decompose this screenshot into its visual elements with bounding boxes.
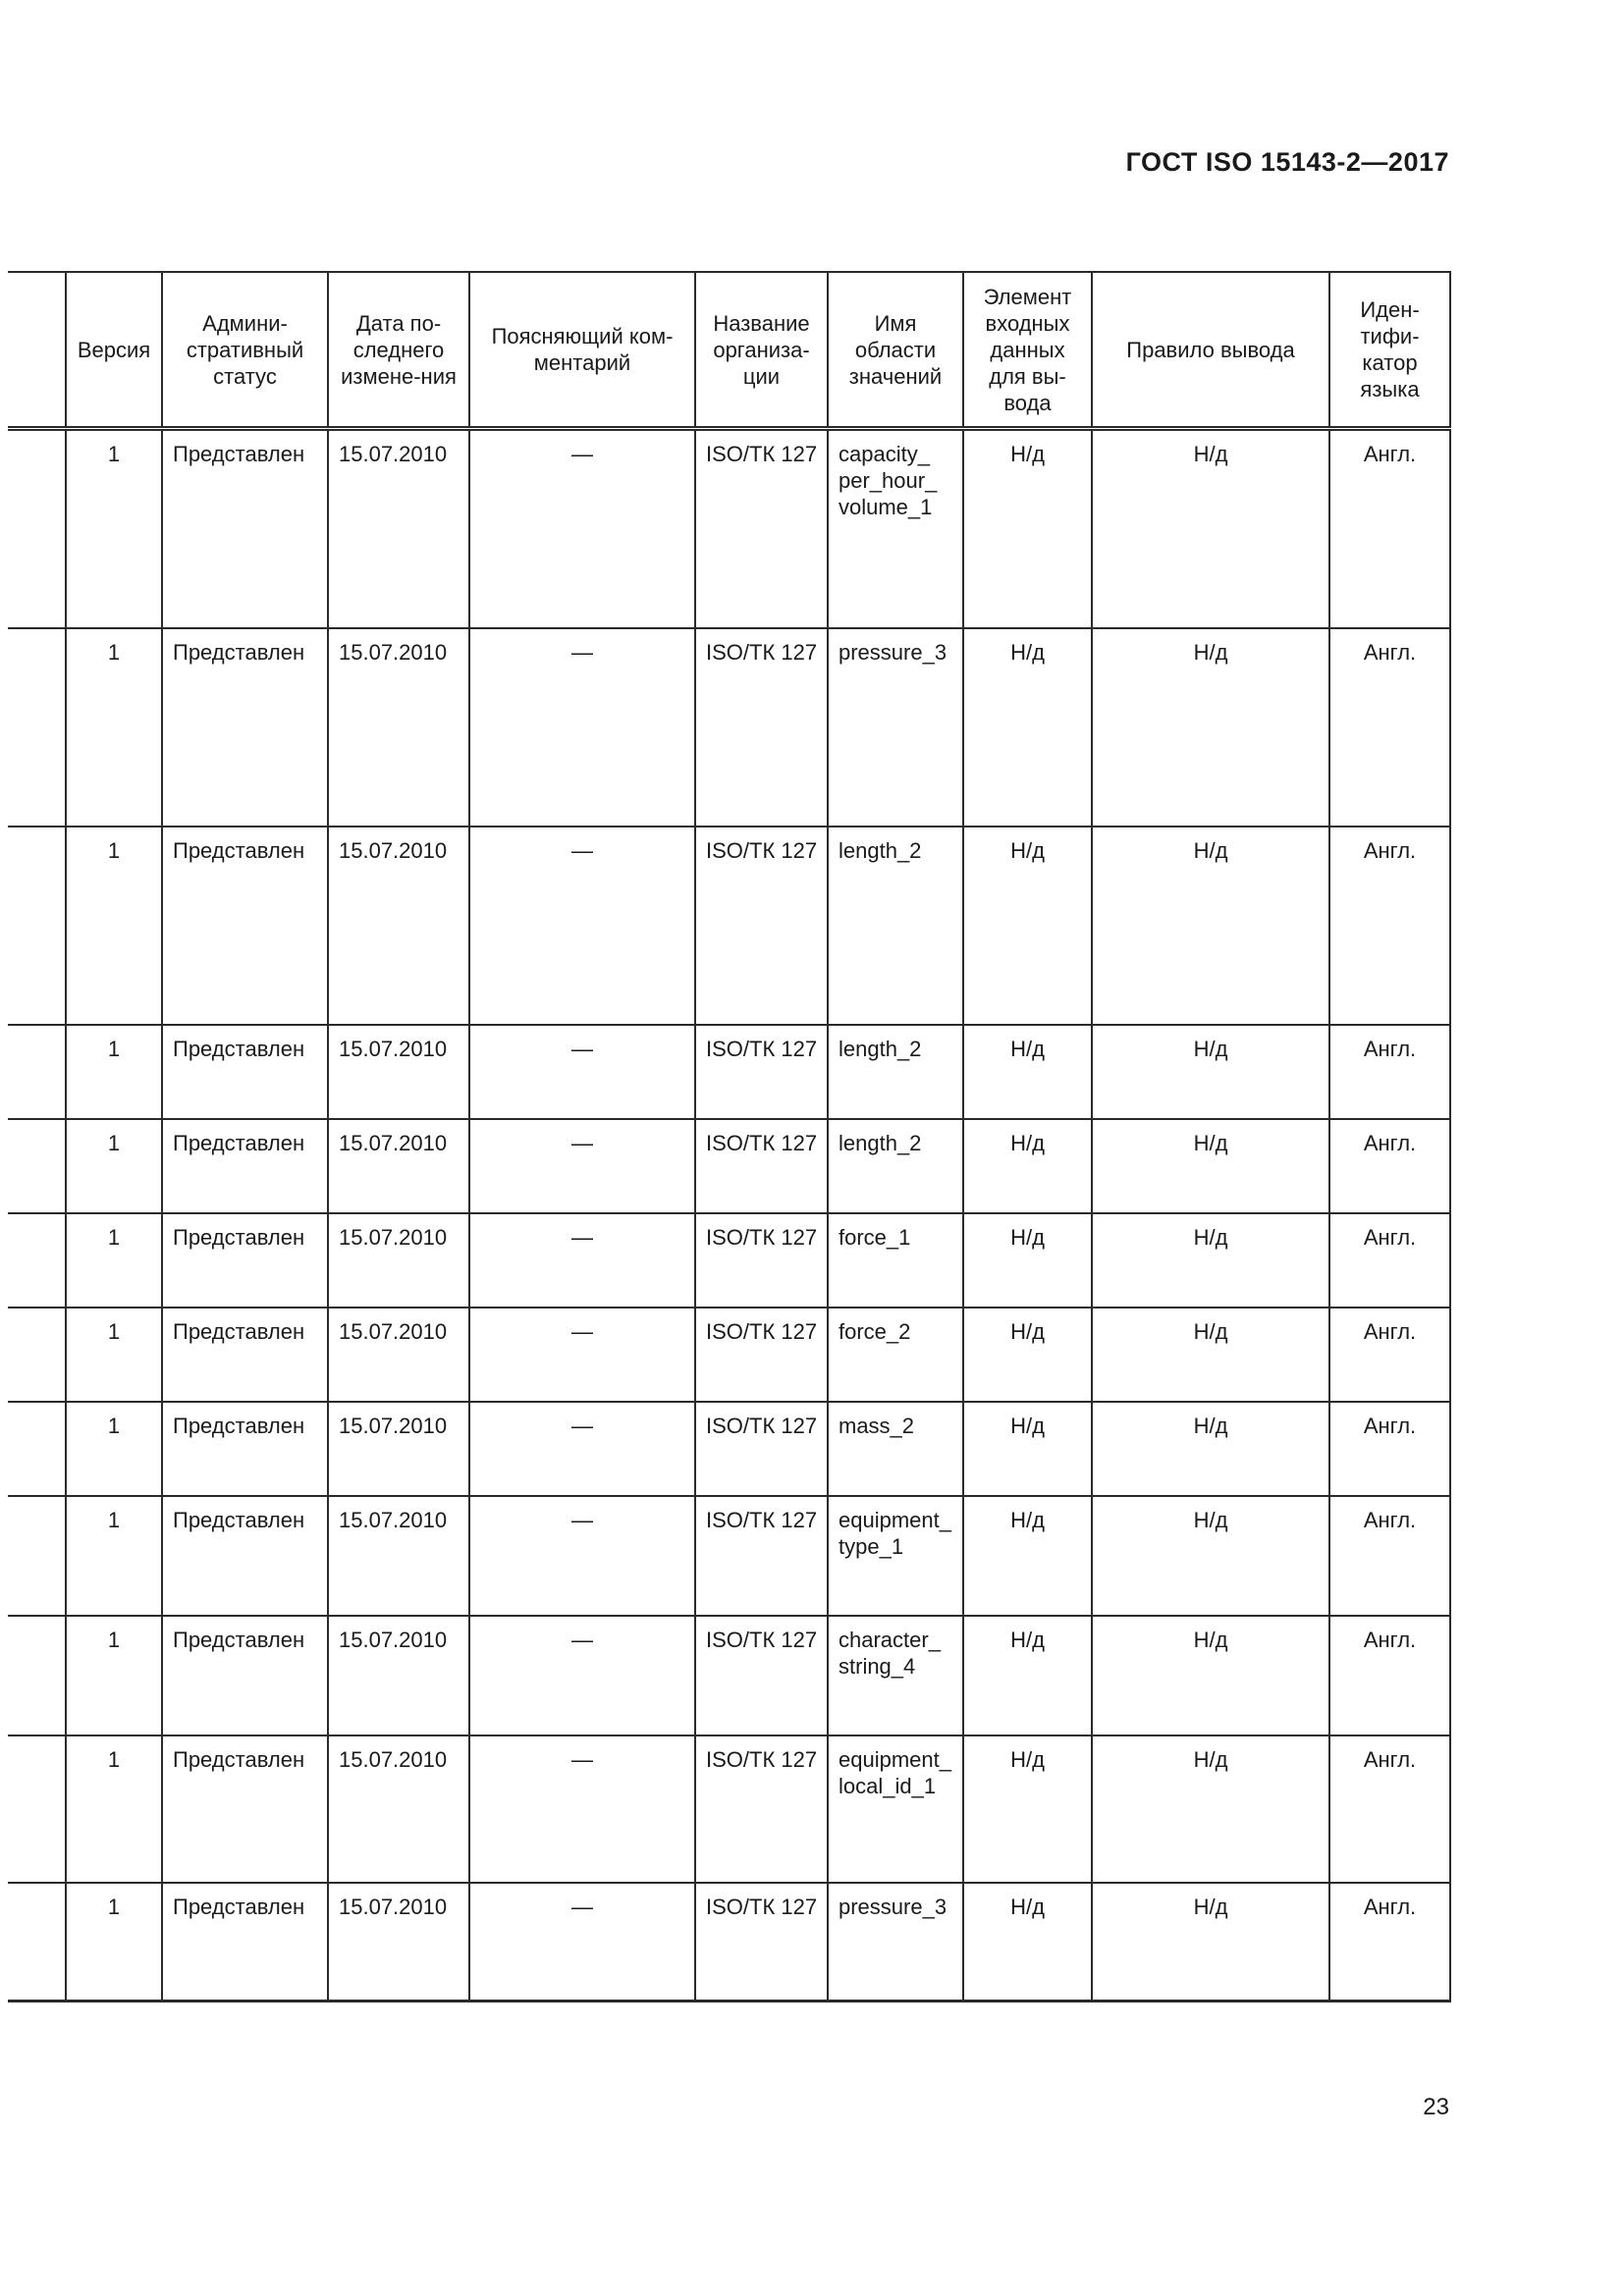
status-cell: Представлен — [162, 827, 328, 1025]
date-cell: 15.07.2010 — [328, 1213, 469, 1308]
language-cell: Англ. — [1329, 1616, 1450, 1735]
comment-cell: — — [469, 827, 695, 1025]
column-header-last-change-date: Дата по-следнего измене-ния — [328, 272, 469, 429]
version-cell: 1 — [66, 1883, 162, 2002]
organization-cell: ISO/ТК 127 — [695, 827, 828, 1025]
input-element-cell: Н/д — [963, 429, 1092, 629]
date-cell: 15.07.2010 — [328, 1025, 469, 1119]
table-row — [8, 1119, 1450, 1213]
comment-cell: — — [469, 1308, 695, 1402]
row-blank-cell — [8, 1308, 66, 1402]
table-row — [8, 1213, 1450, 1308]
version-cell: 1 — [66, 628, 162, 827]
document-code-header: ГОСТ ISO 15143-2—2017 — [1125, 147, 1449, 177]
derivation-rule-cell: Н/д — [1092, 1308, 1329, 1402]
column-header-admin-status: Админи-стративный статус — [162, 272, 328, 429]
date-cell: 15.07.2010 — [328, 628, 469, 827]
derivation-rule-cell: Н/д — [1092, 1496, 1329, 1616]
comment-cell: — — [469, 628, 695, 827]
comment-cell: — — [469, 429, 695, 629]
input-element-cell: Н/д — [963, 827, 1092, 1025]
organization-cell: ISO/ТК 127 — [695, 628, 828, 827]
comment-cell: — — [469, 1025, 695, 1119]
status-cell: Представлен — [162, 1025, 328, 1119]
organization-cell: ISO/ТК 127 — [695, 1402, 828, 1496]
row-blank-cell — [8, 1402, 66, 1496]
value-domain-cell: length_2 — [828, 1119, 963, 1213]
status-cell: Представлен — [162, 1616, 328, 1735]
date-cell: 15.07.2010 — [328, 827, 469, 1025]
organization-cell: ISO/ТК 127 — [695, 1616, 828, 1735]
status-cell: Представлен — [162, 1496, 328, 1616]
input-element-cell: Н/д — [963, 1735, 1092, 1883]
value-domain-cell: force_2 — [828, 1308, 963, 1402]
column-header-derivation-rule: Правило вывода — [1092, 272, 1329, 429]
version-cell: 1 — [66, 1496, 162, 1616]
derivation-rule-cell: Н/д — [1092, 429, 1329, 629]
language-cell: Англ. — [1329, 1402, 1450, 1496]
status-cell: Представлен — [162, 1883, 328, 2002]
input-element-cell: Н/д — [963, 1308, 1092, 1402]
table-header-row — [8, 272, 1450, 429]
version-cell: 1 — [66, 1119, 162, 1213]
value-domain-cell: character_ string_4 — [828, 1616, 963, 1735]
language-cell: Англ. — [1329, 1025, 1450, 1119]
table-row — [8, 1025, 1450, 1119]
value-domain-cell: pressure_3 — [828, 1883, 963, 2002]
row-blank-cell — [8, 1025, 66, 1119]
date-cell: 15.07.2010 — [328, 429, 469, 629]
input-element-cell: Н/д — [963, 1496, 1092, 1616]
value-domain-cell: equipment_ type_1 — [828, 1496, 963, 1616]
column-header-comment: Поясняющий ком-ментарий — [469, 272, 695, 429]
status-cell: Представлен — [162, 429, 328, 629]
status-cell: Представлен — [162, 1402, 328, 1496]
organization-cell: ISO/ТК 127 — [695, 429, 828, 629]
derivation-rule-cell: Н/д — [1092, 1402, 1329, 1496]
organization-cell: ISO/ТК 127 — [695, 1308, 828, 1402]
organization-cell: ISO/ТК 127 — [695, 1496, 828, 1616]
derivation-rule-cell: Н/д — [1092, 1883, 1329, 2002]
version-cell: 1 — [66, 1735, 162, 1883]
row-blank-cell — [8, 429, 66, 629]
table-row — [8, 1735, 1450, 1883]
version-cell: 1 — [66, 1308, 162, 1402]
value-domain-cell: force_1 — [828, 1213, 963, 1308]
language-cell: Англ. — [1329, 1496, 1450, 1616]
version-cell: 1 — [66, 429, 162, 629]
value-domain-cell: length_2 — [828, 827, 963, 1025]
comment-cell: — — [469, 1119, 695, 1213]
version-cell: 1 — [66, 1213, 162, 1308]
date-cell: 15.07.2010 — [328, 1616, 469, 1735]
language-cell: Англ. — [1329, 1119, 1450, 1213]
table-row — [8, 1616, 1450, 1735]
derivation-rule-cell: Н/д — [1092, 628, 1329, 827]
date-cell: 15.07.2010 — [328, 1402, 469, 1496]
status-cell: Представлен — [162, 1213, 328, 1308]
derivation-rule-cell: Н/д — [1092, 1025, 1329, 1119]
status-cell: Представлен — [162, 628, 328, 827]
column-header-blank — [8, 272, 66, 429]
input-element-cell: Н/д — [963, 1616, 1092, 1735]
row-blank-cell — [8, 1883, 66, 2002]
version-cell: 1 — [66, 1402, 162, 1496]
comment-cell: — — [469, 1496, 695, 1616]
row-blank-cell — [8, 628, 66, 827]
date-cell: 15.07.2010 — [328, 1119, 469, 1213]
input-element-cell: Н/д — [963, 1119, 1092, 1213]
organization-cell: ISO/ТК 127 — [695, 1883, 828, 2002]
table-row — [8, 1308, 1450, 1402]
derivation-rule-cell: Н/д — [1092, 1213, 1329, 1308]
language-cell: Англ. — [1329, 429, 1450, 629]
date-cell: 15.07.2010 — [328, 1735, 469, 1883]
organization-cell: ISO/ТК 127 — [695, 1119, 828, 1213]
status-cell: Представлен — [162, 1308, 328, 1402]
row-blank-cell — [8, 827, 66, 1025]
row-blank-cell — [8, 1119, 66, 1213]
language-cell: Англ. — [1329, 1213, 1450, 1308]
version-cell: 1 — [66, 1616, 162, 1735]
page-number: 23 — [1423, 2094, 1449, 2120]
comment-cell: — — [469, 1402, 695, 1496]
language-cell: Англ. — [1329, 1735, 1450, 1883]
organization-cell: ISO/ТК 127 — [695, 1025, 828, 1119]
row-blank-cell — [8, 1735, 66, 1883]
row-blank-cell — [8, 1616, 66, 1735]
column-header-organization: Название организа-ции — [695, 272, 828, 429]
input-element-cell: Н/д — [963, 1213, 1092, 1308]
status-cell: Представлен — [162, 1119, 328, 1213]
comment-cell: — — [469, 1616, 695, 1735]
table-row — [8, 1496, 1450, 1616]
organization-cell: ISO/ТК 127 — [695, 1735, 828, 1883]
organization-cell: ISO/ТК 127 — [695, 1213, 828, 1308]
input-element-cell: Н/д — [963, 1883, 1092, 2002]
language-cell: Англ. — [1329, 1883, 1450, 2002]
value-domain-cell: equipment_ local_id_1 — [828, 1735, 963, 1883]
derivation-rule-cell: Н/д — [1092, 1119, 1329, 1213]
value-domain-cell: pressure_3 — [828, 628, 963, 827]
date-cell: 15.07.2010 — [328, 1308, 469, 1402]
column-header-version: Версия — [66, 272, 162, 429]
value-domain-cell: capacity_ per_hour_ volume_1 — [828, 429, 963, 629]
derivation-rule-cell: Н/д — [1092, 1616, 1329, 1735]
comment-cell: — — [469, 1213, 695, 1308]
date-cell: 15.07.2010 — [328, 1883, 469, 2002]
language-cell: Англ. — [1329, 628, 1450, 827]
column-header-value-domain: Имя области значений — [828, 272, 963, 429]
value-domain-cell: mass_2 — [828, 1402, 963, 1496]
column-header-language-id: Иден-тифи-катор языка — [1329, 272, 1450, 429]
version-cell: 1 — [66, 827, 162, 1025]
table-row — [8, 1402, 1450, 1496]
language-cell: Англ. — [1329, 827, 1450, 1025]
table-row — [8, 1883, 1450, 2002]
status-cell: Представлен — [162, 1735, 328, 1883]
input-element-cell: Н/д — [963, 628, 1092, 827]
data-element-table — [8, 271, 1451, 2002]
comment-cell: — — [469, 1883, 695, 2002]
row-blank-cell — [8, 1496, 66, 1616]
table-row — [8, 628, 1450, 827]
table-row — [8, 827, 1450, 1025]
date-cell: 15.07.2010 — [328, 1496, 469, 1616]
column-header-input-element: Элемент входных данных для вы-вода — [963, 272, 1092, 429]
comment-cell: — — [469, 1735, 695, 1883]
value-domain-cell: length_2 — [828, 1025, 963, 1119]
language-cell: Англ. — [1329, 1308, 1450, 1402]
row-blank-cell — [8, 1213, 66, 1308]
derivation-rule-cell: Н/д — [1092, 827, 1329, 1025]
table-row — [8, 429, 1450, 629]
version-cell: 1 — [66, 1025, 162, 1119]
input-element-cell: Н/д — [963, 1025, 1092, 1119]
input-element-cell: Н/д — [963, 1402, 1092, 1496]
derivation-rule-cell: Н/д — [1092, 1735, 1329, 1883]
